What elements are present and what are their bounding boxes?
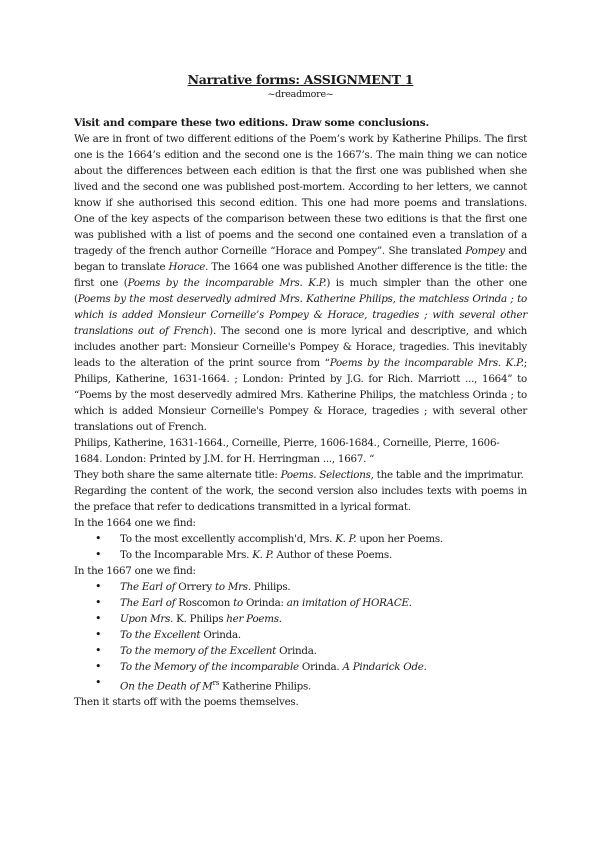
page-title: Narrative forms: ASSIGNMENT 1	[187, 72, 414, 87]
list-item: • To the Memory of the incomparable Orinda. A Pindarick Ode.	[120, 659, 527, 675]
closing-line: Then it starts off with the poems themselves.	[74, 696, 299, 709]
list-item: • To the most excellently accomplish'd, Mrs. K. P. upon her Poems.	[120, 531, 527, 547]
list-item: • To the Incomparable Mrs. K. P. Author of these Poems.	[120, 547, 527, 563]
intro-1664: In the 1664 one we find:	[74, 517, 196, 529]
list-item: • The Earl of Roscomon to Orinda: an imitation of HORACE.	[120, 595, 527, 611]
author-byline: ~dreadmore~	[267, 89, 334, 100]
list-item: • Upon Mrs. K. Philips her Poems.	[120, 611, 527, 627]
list-item: • To the memory of the Excellent Orinda.	[120, 643, 527, 659]
list-1667	[74, 579, 527, 694]
shared-title-note: They both share the same alternate title: Poems. Selections, the table and the imprimatur.	[74, 469, 524, 481]
list-1664	[74, 531, 527, 563]
document-page	[74, 72, 527, 710]
regarding-paragraph: Regarding the content of the work, the second version also includes texts with poems in the preface that refer to dedications transmitted in a lyrical format.	[74, 485, 527, 513]
citation-1667: Philips, Katherine, 1631-1664., Corneille, Pierre, 1606-1684., Corneille, Pierre, 1606-1684. London: Printed by J.M. for H. Herringman ..., 1667. “	[74, 437, 500, 465]
main-paragraph: We are in front of two different editions of the Poem’s work by Katherine Philips. The first one is the 1664’s edition and the second one is the 1667’s. The main thing we can notice about the differences between each edition is that the first one was published when she lived and the second one was published post-mortem. According to her letters, we cannot know if she authorised this second edition. This one had more poems and translations. One of the key aspects of the comparison between these two editions is that the first one was published with a list of poems and the second one contained even a translation of a tragedy of the french author Corneille “Horace and Pompey”. She translated Pompey and began to translate Horace. The 1664 one was published Another difference is the title: the first one (Poems by the incomparable Mrs. K.P.) is much simpler than the other one (Poems by the most deservedly admired Mrs. Katherine Philips, the matchless Orinda ; to which is added Monsieur Corneille’s Pompey & Horace, tragedies ; with several other translations out of French). The second one is more lyrical and descriptive, and which includes another part: Monsieur Corneille's Pompey & Horace, tragedies. This inevitably leads to the alteration of the print source from “Poems by the incomparable Mrs. K.P.; Philips, Katherine, 1631-1664. ; London: Printed by J.G. for Rich. Marriott ..., 1664” to “Poems by the most deservedly admired Mrs. Katherine Philips, the matchless Orinda ; to which is added Monsieur Corneille's Pompey & Horace, tragedies ; with several other translations out of French.	[74, 133, 528, 433]
list-item: • To the Excellent Orinda.	[120, 627, 527, 643]
list-item: • On the Death of $M^{rs}$ Katherine Philips.	[120, 675, 527, 694]
list-item: • The Earl of Orrery to Mrs. Philips.	[120, 579, 527, 595]
assignment-question: Visit and compare these two editions. Draw some conclusions.	[74, 117, 429, 129]
intro-1667: In the 1667 one we find:	[74, 565, 196, 577]
